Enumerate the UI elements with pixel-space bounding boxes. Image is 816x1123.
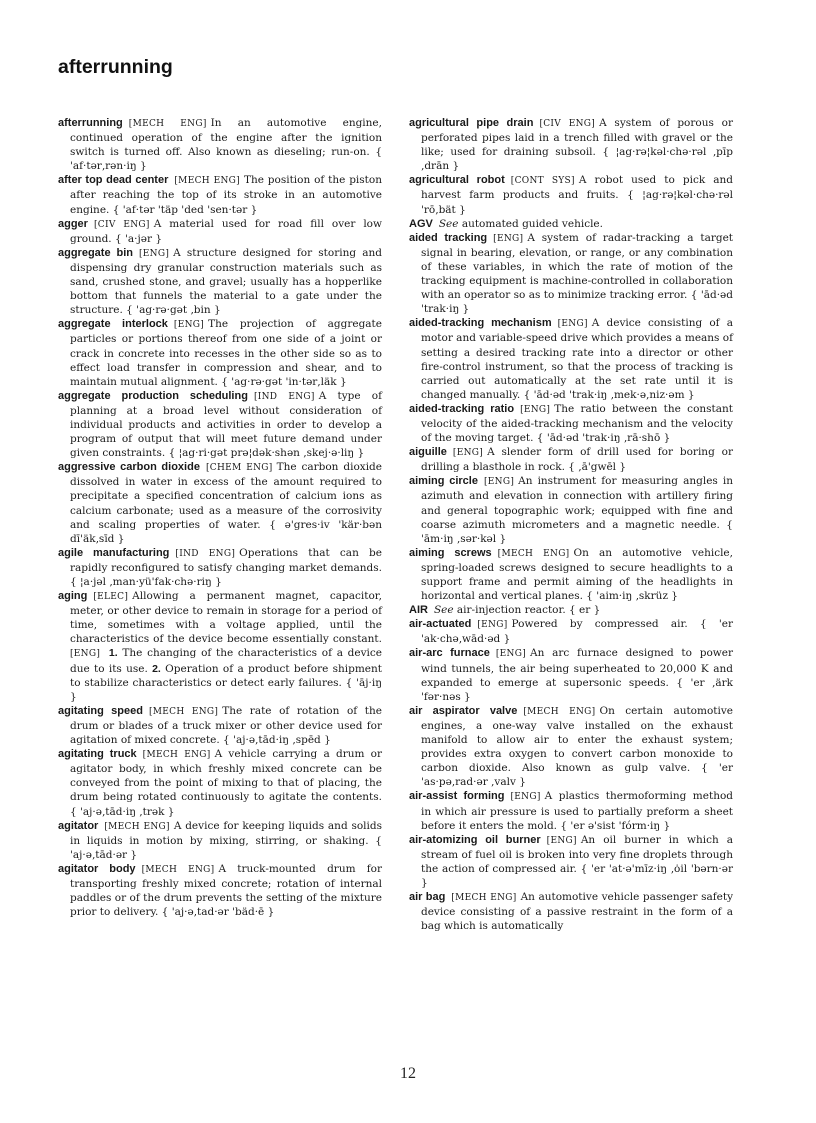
field-label: [ENG] [495,649,527,660]
field-label: [ELEC] [93,592,129,603]
field-label: [IND ENG] [175,548,236,559]
headword: air-actuated [409,618,472,631]
headword: aging [58,590,88,603]
headword: aiguille [409,446,447,459]
headword: aggregate production scheduling [58,389,248,402]
field-label: [MECH ENG] [451,893,517,904]
definition: On an automotive vehicle, spring-loaded screws designed to secure headlights to a support frame and permit aiming of the headlights in horizontal and vertical planes. { 'aim·iŋ ‚skrüz } [421,546,733,603]
entry [58,317,382,388]
entry [409,833,733,890]
entry [409,402,733,445]
headword: after top dead center [58,174,169,187]
entry [409,445,733,474]
entry [409,217,733,231]
field-label: [MECH ENG] [497,548,570,559]
definition: A device consisting of a motor and variable-speed drive which provides a means of setting a desired tracking rate into a director or other fire-control instrument, so that the process of tracking is carried out automatically at the set rate until it is changed manually. { 'ād·əd 'trak·iŋ ‚mek·ə‚niz·əm } [421,317,733,401]
field-label: [MECH ENG] [142,750,211,761]
headword: aggregate interlock [58,318,168,331]
field-label: [ENG] [477,620,508,631]
definition: In an automotive engine, continued operation of the engine after the ignition switch is turned off. Also known as dieseling; run-on. { 'af·tər‚rən·iŋ } [70,117,382,173]
entry [58,460,382,546]
entry [409,173,733,216]
definition: A device for keeping liquids and solids in liquids in motion by mixing, stirring, or shaking. { 'aj·ə‚tād·ər } [70,819,382,861]
right-column [409,116,733,933]
headword: aided tracking [409,231,488,244]
field-label: [ENG] [546,835,577,846]
definition: A slender form of drill used for boring or drilling a blasthole in rock. { ‚ā'gwēl } [421,446,733,474]
definition: The rate of rotation of the drum or blades of a truck mixer or other device used for agitation of mixed concrete. { 'aj·ə‚tād·iŋ ‚spēd } [70,704,382,747]
headword: aiming circle [409,475,478,488]
headword: aggressive carbon dioxide [58,461,200,474]
entry [58,546,382,589]
definition: The projection of aggregate particles or portions thereof from one side of a joint or crack in concrete into recesses in the other side so as to effect load transfer in compression and shear, and to maintain mutual alignment. { 'ag·rə·gət 'in·tər‚läk } [70,318,382,388]
entry [58,116,382,173]
field-label: [MECH ENG] [128,119,207,129]
entry [409,316,733,402]
entry [409,789,733,832]
definition: A system of radar-tracking a target signal in bearing, elevation, or range, or any combination of these variables, in which the rate of motion of the tracking equipment is machine-controlled in collaboration with an operator so as to minimize tracking error. { 'ād·əd 'trak·iŋ } [421,231,734,316]
field-label: [ENG] [138,248,170,259]
field-label: [ENG] [70,649,101,660]
entry [409,890,733,933]
definition: An arc furnace designed to power wind tunnels, the air being superheated to 20,000 K and expanded to emerge at supersonic speeds. { 'er ‚ärk 'fər·nəs } [421,647,733,703]
headword: agricultural robot [409,174,505,187]
definition: A structure designed for storing and dispensing dry granular construction materials such as sand, crushed stone, and gravel; usually has a hopperlike bottom that funnels the material to a gate under the structure. { 'ag·rə·gət ‚bin } [70,246,383,317]
definition: The carbon dioxide dissolved in water in excess of the amount required to precipitate a specified concentration of calcium ions as calcium carbonate; used as a measure of the corrosivity and scaling properties of water. { ə'gres·iv 'kär·bən dī'äk‚sīd } [70,461,382,545]
headword: air-atomizing oil burner [409,833,541,846]
sense-number: 1. [108,647,118,660]
definition: A plastics thermoforming method in which air pressure is used to partially preform a sheet before it enters the mold. { 'er ə'sist 'fórm·iŋ } [421,790,733,832]
sense-text: Operation of a product before shipment to stabilize characteristics or detect early failures. { 'āj·iŋ } [70,662,382,703]
headword: agricultural pipe drain [409,117,534,129]
definition: Operations that can be rapidly reconfigured to satisfy changing market demands. { ¦a·jəl ‚man·yü'fak·chə·riŋ } [70,546,382,588]
definition: automated guided vehicle. [461,217,603,230]
headword: afterrunning [58,117,123,129]
field-label: [ENG] [493,233,524,244]
definition: air-injection reactor. { er } [456,604,601,617]
see-reference: See [438,217,459,230]
field-label: [ENG] [520,404,551,415]
definition: An instrument for measuring angles in azimuth and elevation in connection with artillery firing and general topographic work; equipped with fine and coarse azimuth micrometers and a magnetic needle. { 'ām·iŋ ‚sər·kəl } [421,475,733,545]
definition: A material used for road fill over low ground. { 'a·jər } [70,217,382,245]
field-label: [CIV ENG] [539,119,596,129]
definition: A vehicle carrying a drum or agitator body, in which freshly mixed concrete can be conveyed from the point of mixing to that of placing, the drum being rotated continuously to agitate the contents. { 'aj·ə‚tād·iŋ ‚trək } [70,748,382,818]
field-label: [ENG] [557,319,588,330]
field-label: [ENG] [510,792,541,803]
entry [58,704,382,747]
headword: air-assist forming [409,790,505,803]
entry [58,217,382,246]
entry [58,862,382,919]
field-label: [MECH ENG] [104,821,170,832]
sense-number: 2. [152,662,161,675]
entry [409,546,733,603]
definition: Allowing a permanent magnet, capacitor, meter, or other device to remain in storage for a period of time, sometimes with a voltage applied, until the characteristics of the device become essentially constant. [70,590,382,646]
entry [58,819,382,862]
entry [58,246,382,317]
headword: air-arc furnace [409,647,490,660]
headword: aided-tracking mechanism [409,317,552,330]
headword: agitating speed [58,704,143,717]
entry [58,589,382,704]
entry [409,617,733,646]
field-label: [CIV ENG] [93,219,150,230]
headword: agitating truck [58,748,137,761]
field-label: [ENG] [483,477,515,488]
field-label: [ENG] [452,448,484,459]
field-label: [CONT SYS] [510,176,575,187]
entry [409,646,733,703]
headword: air aspirator valve [409,704,518,717]
headword: agitator body [58,862,136,875]
sense-text: The changing of the characteristics of a device due to its use. [70,647,383,675]
field-label: [MECH ENG] [523,706,596,717]
definition: An oil burner in which a stream of fuel oil is broken into very fine droplets through the action of compressed air. { 'er 'at·ə'mīz·iŋ ‚ȯil 'bərn·ər } [421,833,734,889]
entry [409,704,733,790]
entry [409,116,733,173]
definition: A type of planning at a broad level without consideration of individual products and activities in order to develop a program of output that will meet future demand under given constraints. { ¦ag·ri·gət prə¦dək·shən ‚skej·ə·liŋ } [70,389,382,460]
headword: agitator [58,819,99,832]
headword: agger [58,217,88,230]
definition: Powered by compressed air. { 'er 'ak·chə‚wād·əd } [421,618,733,646]
headword: aggregate bin [58,246,133,259]
entry [409,231,733,317]
headword: AIR [409,604,428,617]
headword: aided-tracking ratio [409,402,515,415]
headword: aiming screws [409,546,492,559]
page-number: 12 [400,1065,416,1082]
entry [409,603,733,617]
guide-word: afterrunning [58,56,173,78]
definition: A truck-mounted drum for transporting freshly mixed concrete; rotation of internal paddles or of the drum prevents the setting of the mixture prior to delivery. { 'aj·ə‚tad·ər 'bäd·ē } [70,862,382,919]
field-label: [ENG] [173,320,205,331]
definition: A system of porous or perforated pipes laid in a trench filled with gravel or the like; used for draining subsoil. { ¦ag·rə¦kəl·chə·rəl ‚pīp ‚drān } [421,117,733,173]
headword: air bag [409,891,446,904]
entry [58,747,382,818]
field-label: [MECH ENG] [148,706,219,717]
field-label: [CHEM ENG] [205,463,273,474]
headword: agile manufacturing [58,546,170,559]
definition: The position of the piston after reaching the top of its stroke in an automotive engine. { 'af·tər 'täp 'ded 'sen·tər } [70,174,382,216]
entry [58,389,382,460]
entry [409,474,733,545]
definition: A robot used to pick and harvest farm products and fruits. { ¦ag·rə¦kəl·chə·rəl 'rō‚bät } [421,174,734,216]
field-label: [MECH ENG] [174,176,240,187]
headword: AGV [409,217,433,230]
field-label: [MECH ENG] [141,864,215,875]
field-label: [IND ENG] [253,391,315,402]
left-column [58,116,382,919]
definition: An automotive vehicle passenger safety device consisting of a passive restraint in the form of a bag which is automatically [421,891,733,933]
entry [58,173,382,216]
definition: The ratio between the constant velocity of the aided-tracking mechanism and the velocity of the moving target. { 'ād·əd 'trak·iŋ ‚rā·shō } [421,402,733,445]
definition: On certain automotive engines, a one-way valve installed on the exhaust manifold to allow air to enter the exhaust system; provides extra oxygen to convert carbon monoxide to carbon dioxide. Also known as gulp valve. { 'er 'as·pə‚rad·ər ‚valv } [421,704,734,789]
see-reference: See [433,604,454,617]
